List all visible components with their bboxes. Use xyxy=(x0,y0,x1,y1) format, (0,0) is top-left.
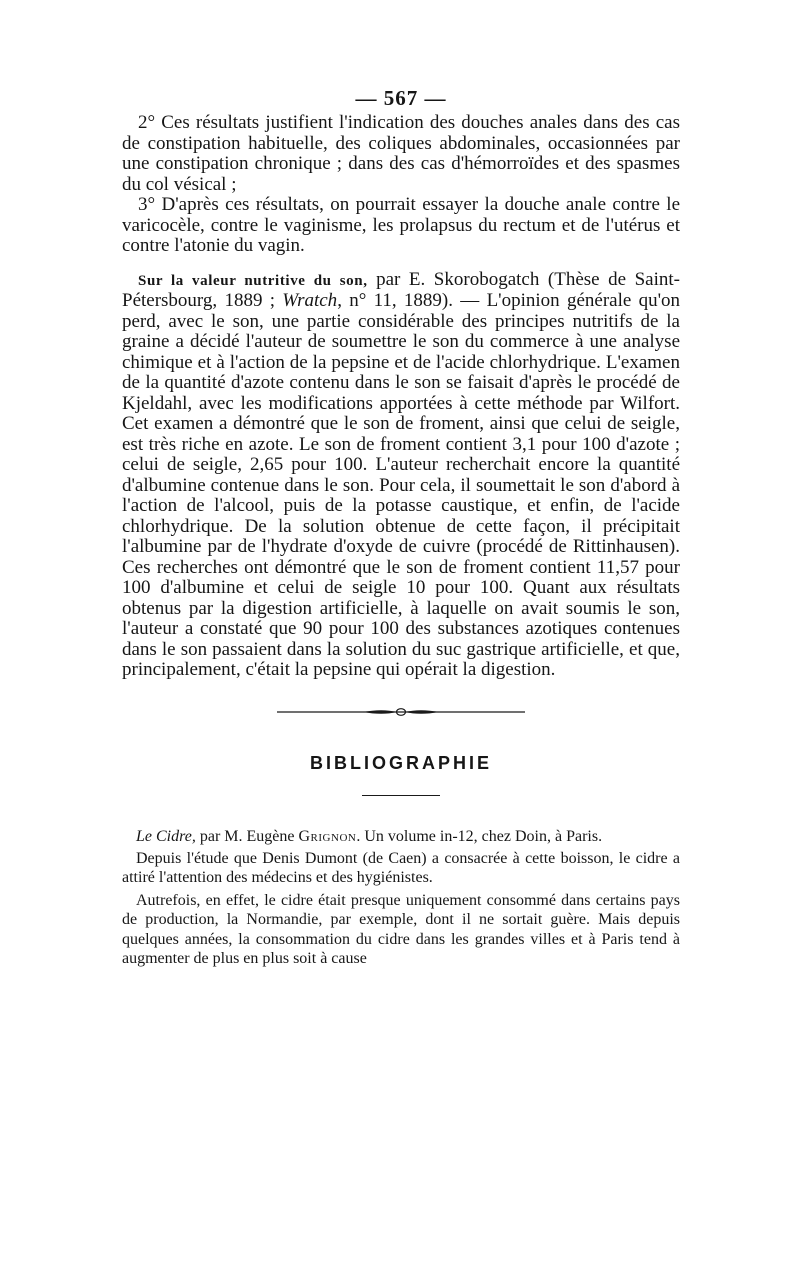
article-body: L'opinion générale qu'on perd, avec le son, une partie considérable des principes nutritifs de la graine a décidé l'auteur de soumettre le son du commerce à une analyse chimique et à l'action de la pepsine et de l'acide chlorhydrique. L'examen de la quantité d'azote contenu dans le son se faisait d'après le procédé de Kjeldahl, avec les modifications apportées à cette méthode par Wilfort. Cet examen a démontré que le son de froment, ainsi que celui de seigle, est très riche en azote. Le son de froment contient 3,1 pour 100 d'azote ; celui de seigle, 2,65 pour 100. L'auteur recherchait encore la quantité d'albumine contenue dans le son. Pour cela, il soumettait le son d'abord à l'action de l'alcool, puis de la potasse caustique, et enfin, de l'acide chlorhydrique. De la solution obtenue de cette façon, il précipitait l'albumine par de l'hydrate d'oxyde de cuivre (procédé de Rittinhausen). Ces recherches ont démontré que le son de froment contient 11,57 pour 100 d'albumine et celui de seigle 10 pour 100. Quant aux résultats obtenus par la digestion artificielle, à laquelle on avait soumis le son, l'auteur a constaté que 90 pour 100 des substances azotiques contenues dans le son passaient dans la solution du suc gastrique artificielle, et que, principalement, c'était la pepsine qui opérait la digestion. xyxy=(122,290,680,680)
article-journal: Wratch xyxy=(282,290,338,311)
article-author-citation: par E. Skorobogatch (Thèse de Saint-Pétersbourg, 1889 ; xyxy=(122,268,680,311)
ornamental-rule xyxy=(277,707,525,717)
book-publication: . Un volume in-12, chez Doin, à Paris. xyxy=(356,827,603,845)
book-author-prefix: par M. Eugène xyxy=(195,827,299,845)
short-divider xyxy=(362,795,440,796)
section-divider xyxy=(122,707,680,717)
book-title: Le Cidre, xyxy=(136,827,196,845)
book-citation xyxy=(122,827,680,846)
article-title: Sur la valeur nutritive du son, xyxy=(138,272,368,289)
bibliography-heading: BIBLIOGRAPHIE xyxy=(309,752,492,773)
item-3-paragraph: 3° D'après ces résultats, on pourrait essayer la douche anale contre le varicocèle, contre le vaginisme, les prolapsus du rectum et de l'utérus et contre l'atonie du vagin. xyxy=(122,194,680,256)
article-paragraph xyxy=(122,270,680,681)
page xyxy=(122,85,680,968)
bibliography-paragraph-3: Autrefois, en effet, le cidre était presque uniquement consommé dans certains pays de production, la Normandie, par exemple, dont il ne sortait guère. Mais depuis quelques années, la consommation du cidre dans les grandes villes et à Paris tend à augmenter de plus en plus soit à cause xyxy=(122,891,680,967)
book-author-name: Grignon xyxy=(298,827,357,845)
article-citation-end: , n° 11, 1889). — xyxy=(337,290,487,311)
page-number: — 567 — xyxy=(355,86,447,110)
item-2-paragraph: 2° Ces résultats justifient l'indication des douches anales dans des cas de constipation habituelle, des coliques abdominales, occasionnées par une constipation chronique ; dans des cas d'hémorroïdes et des spasmes du col vésical ; xyxy=(122,112,680,195)
bibliography-paragraph-2: Depuis l'étude que Denis Dumont (de Caen) a consacrée à cette boisson, le cidre a attiré l'attention des médecins et des hygiénistes. xyxy=(122,849,680,887)
